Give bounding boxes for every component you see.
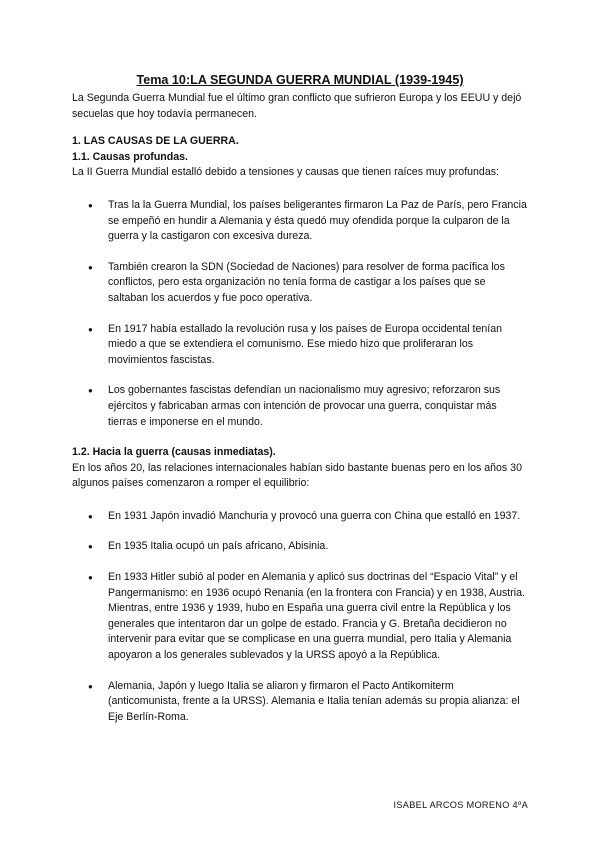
author-footer: ISABEL ARCOS MORENO 4ºA [393, 800, 528, 810]
list-item: ● En 1933 Hitler subió al poder en Alemania y aplicó sus doctrinas del “Espacio Vital” y el Pangermanismo: en 1936 ocupó Renania (en la frontera con Francia) y en 1938, Austria. Mientras, entre 1936 y 1939, hubo en España una guerra civil entre la República y los generales que intentaron dar un golpe de estado. Francia y G. Bretaña decidieron no intervenir para evitar que se complicase en una guerra mundial, pero Italia y Alemania apoyaron a los generales sublevados y la URSS apoyó a la República. [72, 570, 528, 664]
section-1-heading: 1. LAS CAUSAS DE LA GUERRA. [72, 135, 239, 148]
document-page [72, 72, 528, 740]
causes-deep-list [72, 198, 528, 430]
subsection-1-2-heading: 1.2. Hacia la guerra (causas inmediatas). [72, 446, 276, 459]
list-item: ● Tras la la Guerra Mundial, los países beligerantes firmaron La Paz de París, pero Francia se empeñó en hundir a Alemania y ésta quedó muy ofendida porque la culparon de la guerra y la castigaron con excesiva dureza. [72, 198, 528, 245]
subsection-1-1-intro: La II Guerra Mundial estalló debido a tensiones y causas que tienen raíces muy profundas: [72, 166, 499, 179]
list-item: ● En 1917 había estallado la revolución rusa y los países de Europa occidental tenían miedo a que se extendiera el comunismo. Ese miedo hizo que proliferaran los movimientos fascistas. [72, 322, 528, 369]
subsection-1-1-heading: 1.1. Causas profundas. [72, 150, 188, 163]
list-item: ● En 1931 Japón invadió Manchuria y provocó una guerra con China que estalló en 1937. [72, 509, 528, 525]
subsection-1-2-intro: En los años 20, las relaciones internacionales habían sido bastante buenas pero en los años 30 algunos países comenzaron a romper el equilibrio: [72, 461, 522, 490]
list-item: ● En 1935 Italia ocupó un país africano, Abisinia. [72, 539, 528, 555]
causes-immediate-list [72, 509, 528, 726]
list-item: ● Alemania, Japón y luego Italia se aliaron y firmaron el Pacto Antikomiterm (anticomunista, frente a la URSS). Alemania e Italia tenían además su propia alianza: el Eje Berlín-Roma. [72, 679, 528, 726]
list-item: ● Los gobernantes fascistas defendían un nacionalismo muy agresivo; reforzaron sus ejércitos y fabricaban armas con intención de provocar una guerra, conquistar más tierras e imponerse en el mundo. [72, 383, 528, 430]
list-item: ● También crearon la SDN (Sociedad de Naciones) para resolver de forma pacífica los conflictos, pero esta organización no tenía forma de castigar a los países que se saltaban los acuerdos y fue poco operativa. [72, 260, 528, 307]
document-title: Tema 10:LA SEGUNDA GUERRA MUNDIAL (1939-1945) [136, 73, 464, 87]
intro-paragraph: La Segunda Guerra Mundial fue el último gran conflicto que sufrieron Europa y los EEUU y dejó secuelas que hoy todavía permanecen. [72, 92, 522, 120]
